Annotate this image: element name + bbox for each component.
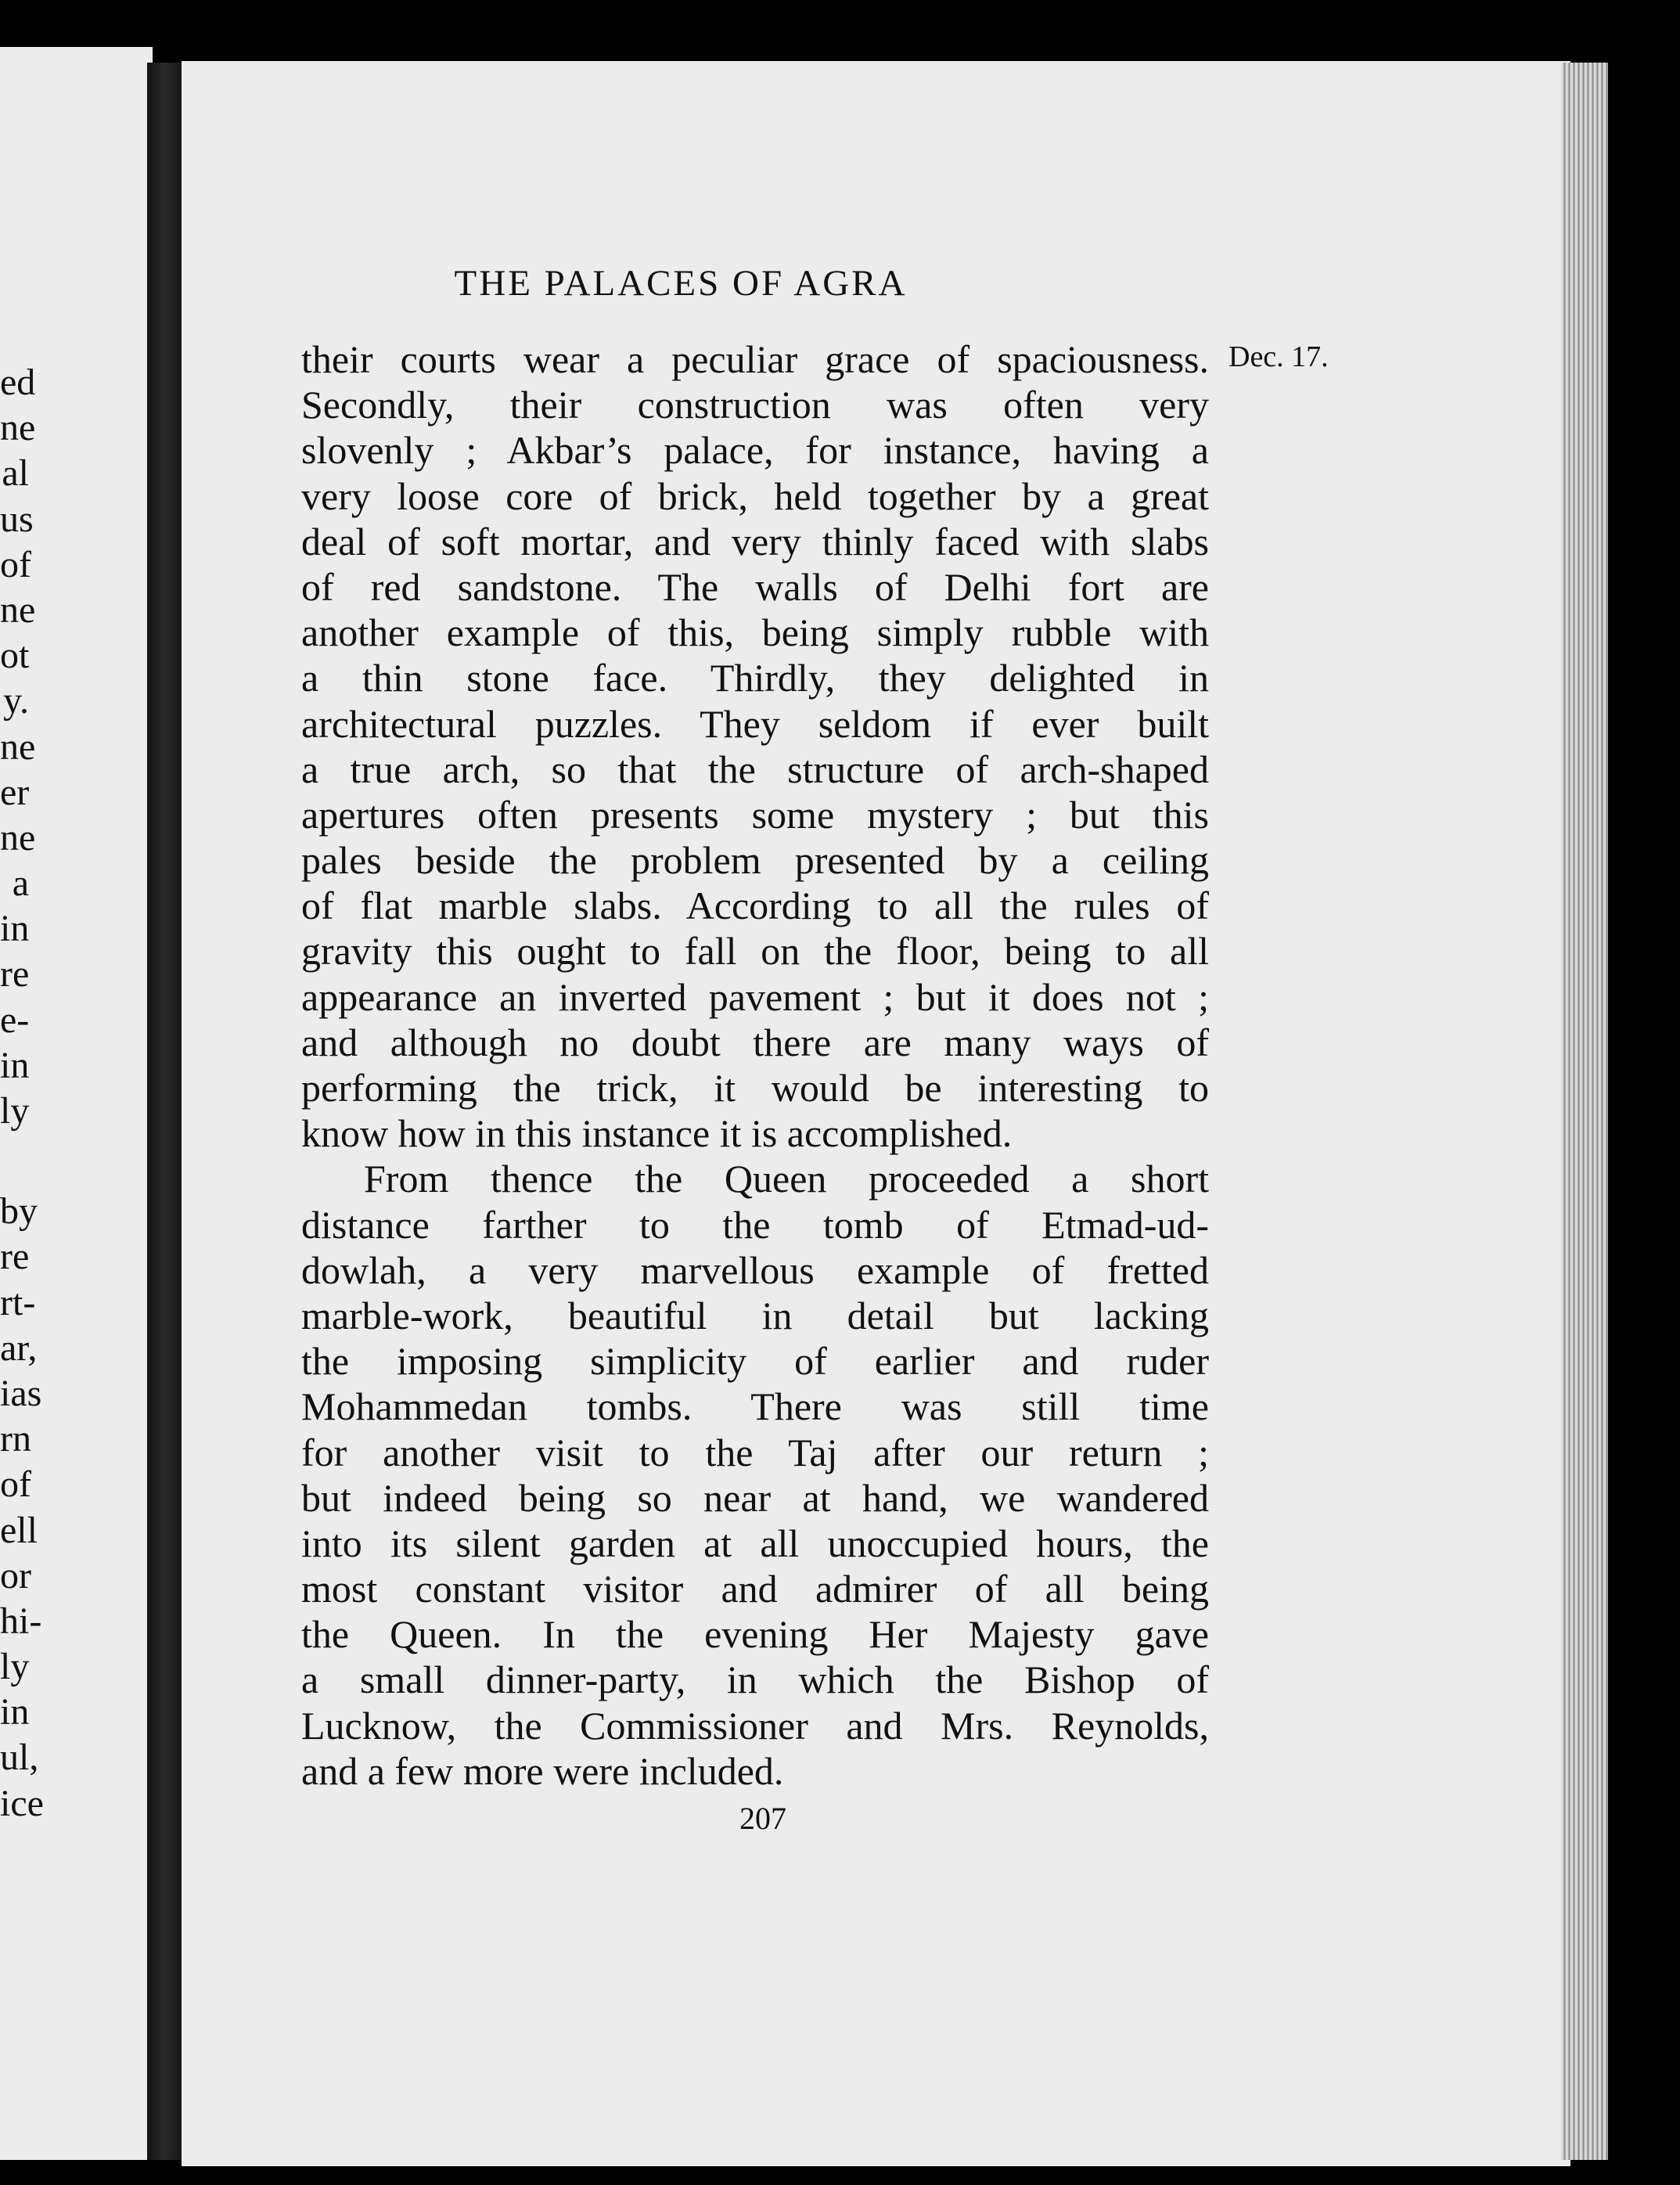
- text-line: very loose core of brick, held together by a great: [301, 473, 1209, 518]
- text-line: and although no doubt there are many ways of: [301, 1020, 1209, 1064]
- text-line: Secondly, their construction was often very: [301, 383, 1209, 427]
- left-fragment: ot: [0, 635, 30, 677]
- text-line: their courts wear a peculiar grace of spaciousness.: [301, 337, 1209, 381]
- left-fragment: ul,: [0, 1737, 39, 1779]
- paragraph-2: [301, 1156, 1209, 1794]
- text-line: gravity this ought to fall on the floor, being to all: [301, 929, 1209, 974]
- text-line: distance farther to the tomb of Etmad-ud-: [301, 1202, 1209, 1247]
- text-line: most constant visitor and admirer of all being: [301, 1567, 1209, 1611]
- left-fragment: ed: [0, 362, 36, 403]
- margin-date-note: Dec. 17.: [1229, 340, 1329, 373]
- text-line: the Queen. In the evening Her Majesty gave: [301, 1612, 1209, 1657]
- text-line: but indeed being so near at hand, we wandered: [301, 1475, 1209, 1520]
- text-line: into its silent garden at all unoccupied hours, the: [301, 1521, 1209, 1565]
- left-fragment: [0, 1134, 153, 1189]
- text-line: slovenly ; Akbar’s palace, for instance, having a: [301, 428, 1209, 473]
- left-fragment: ne: [0, 589, 36, 631]
- text-line: appearance an inverted pavement ; but it does not ;: [301, 974, 1209, 1019]
- left-fragment: by: [0, 1190, 38, 1233]
- text-line: performing the trick, it would be interesting to: [301, 1066, 1209, 1110]
- left-fragment: us: [0, 498, 34, 540]
- left-fragment: in: [0, 1691, 30, 1733]
- left-page: [0, 47, 153, 2160]
- left-page-line-fragments: [0, 360, 153, 1827]
- left-fragment: or: [0, 1554, 31, 1596]
- text-line: Lucknow, the Commissioner and Mrs. Reynolds,: [301, 1703, 1209, 1748]
- left-fragment: rn: [0, 1418, 31, 1460]
- left-fragment: in: [0, 1044, 30, 1086]
- text-line: another example of this, being simply rubble with: [301, 610, 1209, 655]
- text-line: dowlah, a very marvellous example of fretted: [301, 1247, 1209, 1292]
- left-fragment: ly: [0, 1090, 30, 1132]
- left-fragment: re: [0, 953, 30, 995]
- left-fragment: y.: [3, 680, 29, 722]
- left-fragment: in: [0, 908, 30, 950]
- text-line: apertures often presents some mystery ; but this: [301, 792, 1209, 837]
- text-line: architectural puzzles. They seldom if ever built: [301, 701, 1209, 746]
- text-line: know how in this instance it is accomplished.: [301, 1111, 1013, 1156]
- text-line: a true arch, so that the structure of arch-shaped: [301, 747, 1209, 791]
- paragraph-1: [301, 337, 1209, 1156]
- left-fragment: hi-: [0, 1600, 42, 1642]
- left-fragment: ne: [0, 725, 36, 768]
- left-fragment: ias: [0, 1372, 42, 1414]
- text-line: a thin stone face. Thirdly, they delighted in: [301, 656, 1209, 700]
- left-fragment: re: [0, 1236, 30, 1278]
- left-fragment: ly: [0, 1646, 30, 1688]
- left-fragment: of: [0, 543, 31, 585]
- left-fragment: a: [12, 862, 29, 905]
- left-fragment: ne: [0, 407, 36, 449]
- page-edges: [1561, 63, 1608, 2160]
- running-head: THE PALACES OF AGRA: [454, 263, 908, 304]
- text-line: of flat marble slabs. According to all the rules of: [301, 884, 1209, 928]
- page-number: 207: [739, 1801, 786, 1836]
- left-fragment: ne: [0, 816, 36, 859]
- left-fragment: ell: [0, 1509, 38, 1551]
- text-line: marble-work, beautiful in detail but lacking: [301, 1293, 1209, 1337]
- text-line: and a few more were included.: [301, 1748, 784, 1793]
- left-fragment: ice: [0, 1782, 44, 1824]
- text-line: pales beside the problem presented by a ceiling: [301, 838, 1209, 883]
- text-line: Mohammedan tombs. There was still time: [301, 1384, 1209, 1429]
- left-fragment: rt-: [0, 1281, 36, 1323]
- text-line: a small dinner-party, in which the Bishop of: [301, 1658, 1209, 1702]
- text-line: From thence the Queen proceeded a short: [364, 1157, 1209, 1201]
- left-fragment: er: [0, 771, 30, 813]
- text-line: deal of soft mortar, and very thinly faced with slabs: [301, 519, 1209, 563]
- text-line: of red sandstone. The walls of Delhi fort are: [301, 564, 1209, 609]
- body-text: [301, 337, 1209, 1794]
- text-line: the imposing simplicity of earlier and ruder: [301, 1339, 1209, 1384]
- left-fragment: al: [2, 452, 29, 495]
- text-line: for another visit to the Taj after our return ;: [301, 1430, 1209, 1474]
- left-fragment: of: [0, 1463, 31, 1506]
- left-fragment: ar,: [0, 1326, 38, 1369]
- left-fragment: e-: [0, 999, 30, 1041]
